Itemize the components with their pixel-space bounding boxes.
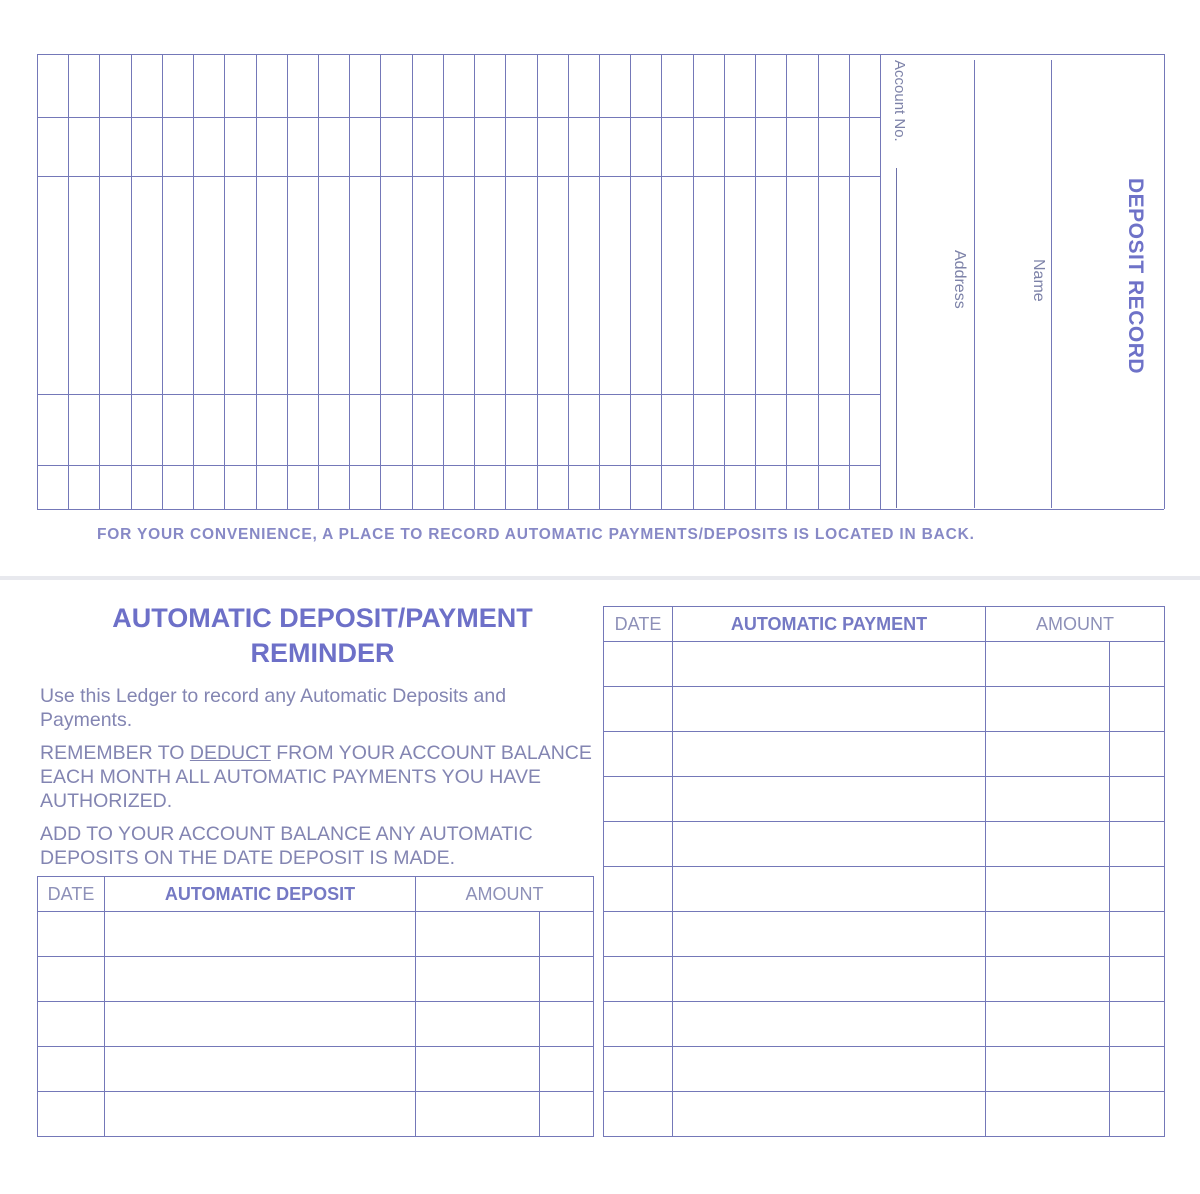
amount-dollars-cell [416, 1047, 540, 1092]
date-cell [38, 1047, 105, 1092]
description-cell [673, 1092, 986, 1137]
amount-cents-cell [540, 957, 594, 1002]
automatic-deposit-table [37, 876, 594, 1137]
reminder-title-line-2: REMINDER [250, 638, 395, 668]
amount-dollars-cell [986, 867, 1110, 912]
amount-cents-cell [540, 1092, 594, 1137]
description-cell [673, 642, 986, 687]
amount-cents-cell [540, 1002, 594, 1047]
amount-cents-cell [1110, 777, 1165, 822]
amount-dollars-cell [416, 1002, 540, 1047]
description-cell [105, 957, 416, 1002]
payment-entry-row [604, 957, 1165, 1002]
date-cell [38, 1002, 105, 1047]
description-cell [673, 777, 986, 822]
date-cell [604, 912, 673, 957]
amount-dollars-cell [416, 912, 540, 957]
description-cell [673, 732, 986, 777]
deposit-record-title: DEPOSIT RECORD [1124, 178, 1147, 375]
amount-dollars-cell [986, 1092, 1110, 1137]
date-cell [38, 1092, 105, 1137]
convenience-note: FOR YOUR CONVENIENCE, A PLACE TO RECORD AUTOMATIC PAYMENTS/DEPOSITS IS LOCATED IN BACK. [97, 526, 975, 543]
remember-deduct-text [40, 741, 600, 813]
deposit-amount-header: AMOUNT [416, 877, 594, 912]
account-number-label: Account No. [891, 60, 908, 142]
amount-dollars-cell [986, 777, 1110, 822]
payment-entry-row [604, 732, 1165, 777]
date-cell [38, 912, 105, 957]
amount-cents-cell [1110, 642, 1165, 687]
date-cell [604, 1047, 673, 1092]
amount-cents-cell [1110, 912, 1165, 957]
amount-cents-cell [1110, 957, 1165, 1002]
deposit-date-header: DATE [38, 877, 105, 912]
amount-cents-cell [540, 1047, 594, 1092]
amount-dollars-cell [986, 732, 1110, 777]
amount-dollars-cell [986, 1047, 1110, 1092]
date-cell [604, 957, 673, 1002]
amount-dollars-cell [986, 957, 1110, 1002]
ledger-intro-text: Use this Ledger to record any Automatic Deposits and Payments. [40, 685, 507, 731]
deduct-emphasis: DEDUCT [189, 742, 271, 764]
date-cell [604, 822, 673, 867]
payment-table-header [604, 607, 1165, 642]
deposit-entry-row [38, 957, 594, 1002]
date-cell [604, 1002, 673, 1047]
description-cell [673, 822, 986, 867]
date-cell [604, 732, 673, 777]
amount-cents-cell [1110, 732, 1165, 777]
deposit-entry-row [38, 1002, 594, 1047]
deposit-description-header: AUTOMATIC DEPOSIT [105, 877, 416, 912]
reminder-title [40, 601, 605, 671]
amount-cents-cell [1110, 867, 1165, 912]
payment-date-header: DATE [604, 607, 673, 642]
amount-dollars-cell [416, 1092, 540, 1137]
deposit-table-header [38, 877, 594, 912]
amount-dollars-cell [986, 687, 1110, 732]
payment-entry-row [604, 822, 1165, 867]
date-cell [604, 1092, 673, 1137]
payment-entry-row [604, 1002, 1165, 1047]
payment-entry-row [604, 642, 1165, 687]
payment-entry-row [604, 777, 1165, 822]
amount-dollars-cell [986, 1002, 1110, 1047]
date-cell [604, 777, 673, 822]
amount-cents-cell [1110, 1047, 1165, 1092]
deposit-record-panel [0, 0, 1200, 576]
add-deposits-text: ADD TO YOUR ACCOUNT BALANCE ANY AUTOMATIC DEPOSITS ON THE DATE DEPOSIT IS MADE. [40, 823, 533, 869]
description-cell [105, 912, 416, 957]
description-cell [105, 1047, 416, 1092]
date-cell [38, 957, 105, 1002]
amount-dollars-cell [986, 642, 1110, 687]
deposit-entry-row [38, 1047, 594, 1092]
amount-cents-cell [1110, 687, 1165, 732]
description-cell [673, 1002, 986, 1047]
payment-entry-row [604, 687, 1165, 732]
automatic-payment-table [603, 606, 1165, 1137]
amount-cents-cell [540, 912, 594, 957]
amount-dollars-cell [986, 822, 1110, 867]
amount-cents-cell [1110, 1092, 1165, 1137]
description-cell [105, 1092, 416, 1137]
description-cell [105, 1002, 416, 1047]
reminder-title-line-1: AUTOMATIC DEPOSIT/PAYMENT [112, 603, 533, 633]
date-cell [604, 867, 673, 912]
address-label: Address [951, 250, 968, 309]
remember-lead: REMEMBER TO [40, 742, 190, 764]
amount-cents-cell [1110, 1002, 1165, 1047]
deposit-ledger-grid [0, 0, 1200, 576]
description-cell [673, 687, 986, 732]
amount-dollars-cell [416, 957, 540, 1002]
payment-entry-row [604, 1092, 1165, 1137]
description-cell [673, 912, 986, 957]
payment-description-header: AUTOMATIC PAYMENT [673, 607, 986, 642]
date-cell [604, 687, 673, 732]
account-number-line [896, 168, 897, 508]
payment-amount-header: AMOUNT [986, 607, 1165, 642]
date-cell [604, 642, 673, 687]
description-cell [673, 867, 986, 912]
amount-dollars-cell [986, 912, 1110, 957]
payment-entry-row [604, 1047, 1165, 1092]
description-cell [673, 957, 986, 1002]
payment-entry-row [604, 912, 1165, 957]
name-label: Name [1030, 259, 1047, 302]
deposit-entry-row [38, 1092, 594, 1137]
deposit-entry-row [38, 912, 594, 957]
remember-rest: FROM YOUR ACCOUNT BALANCE EACH MONTH ALL AUTOMATIC PAYMENTS YOU HAVE AUTHORIZED. [40, 742, 592, 812]
description-cell [673, 1047, 986, 1092]
amount-cents-cell [1110, 822, 1165, 867]
payment-entry-row [604, 867, 1165, 912]
